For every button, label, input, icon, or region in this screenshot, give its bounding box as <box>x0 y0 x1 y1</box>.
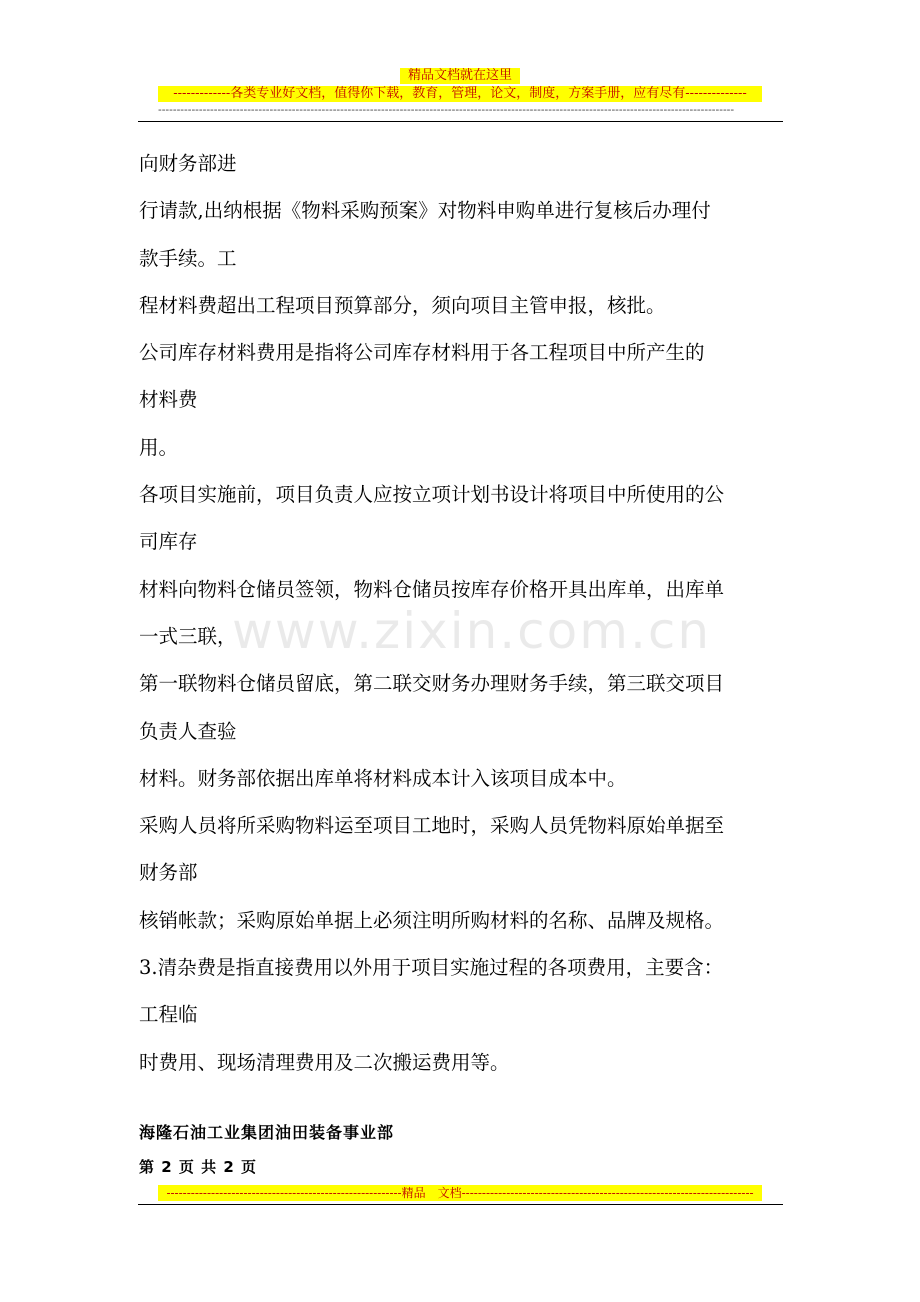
body-line: 向财务部进 <box>139 152 237 175</box>
body-line: 材料向物料仓储员签领，物料仓储员按库存价格开具出库单，出库单 <box>139 577 725 601</box>
body-line: 3.清杂费是指直接费用以外用于项目实施过程的各项费用，主要含： <box>139 956 724 980</box>
header-dash-line: ----------------------------------------------------------------------------------------------------------------------------------------------------------- <box>158 104 735 116</box>
body-line: 材料费 <box>139 388 198 412</box>
company-name: 海隆石油工业集团油田装备事业部 <box>139 1123 395 1142</box>
body-line: 负责人查验 <box>139 719 237 743</box>
body-line: 司库存 <box>139 530 198 554</box>
body-line: 工程临 <box>139 1003 198 1027</box>
body-line: 各项目实施前，项目负责人应按立项计划书设计将项目中所使用的公 <box>139 483 725 507</box>
watermark: www.zixin.com.cn <box>232 602 712 660</box>
footer-banner: ----------------------------------------------------------精品 文档------------------------------------------------------------------------ <box>158 1185 762 1201</box>
footer-rule <box>138 1204 783 1205</box>
body-line: 第一联物料仓储员留底，第二联交财务办理财务手续，第三联交项目 <box>139 672 725 696</box>
body-line: 一式三联， <box>139 624 237 648</box>
page-number: 第 2 页 共 2 页 <box>139 1158 257 1176</box>
body-line: 用。 <box>139 435 179 459</box>
body-line: 材料。财务部依据出库单将材料成本计入该项目成本中。 <box>139 766 627 790</box>
body-line: 款手续。工 <box>139 246 237 270</box>
body-line: 采购人员将所采购物料运至项目工地时，采购人员凭物料原始单据至 <box>139 814 725 838</box>
body-line: 行请款,出纳根据《物料采购预案》对物料申购单进行复核后办理付 <box>139 199 711 223</box>
body-line: 公司库存材料费用是指将公司库存材料用于各工程项目中所产生的 <box>139 341 705 365</box>
body-line: 核销帐款；采购原始单据上必须注明所购材料的名称、品牌及规格。 <box>139 908 725 932</box>
header-rule <box>138 121 783 122</box>
header-title: 精品文档就在这里 <box>400 68 520 84</box>
body-line: 财务部 <box>139 861 198 885</box>
header-slogan-banner: -------------各类专业好文档，值得你下载，教育，管理，论文，制度，方案手册，应有尽有-------------- <box>158 86 762 102</box>
body-line: 程材料费超出工程项目预算部分，须向项目主管申报，核批。 <box>139 293 666 317</box>
body-line: 时费用、现场清理费用及二次搬运费用等。 <box>139 1050 510 1074</box>
